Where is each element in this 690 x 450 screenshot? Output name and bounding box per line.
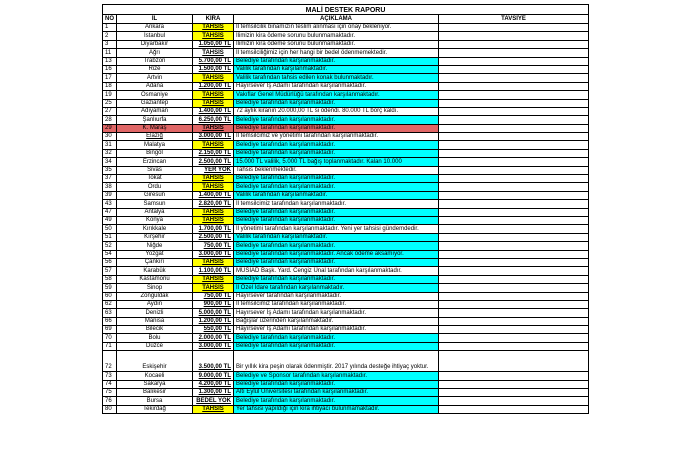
- row-no: 31: [103, 141, 117, 149]
- row-aciklama: Belediye tarafından karşılanmaktadır.: [234, 124, 439, 132]
- row-kira: TAHSİS: [193, 49, 234, 57]
- report-title: MALİ DESTEK RAPORU: [103, 5, 589, 15]
- row-il: Ağrı: [117, 49, 193, 57]
- row-aciklama: İl temsilcimiz tarafından karşılanmaktadır.: [234, 200, 439, 208]
- row-kira: TAHSİS: [193, 405, 234, 413]
- row-il: Sakarya: [117, 380, 193, 388]
- row-no: 39: [103, 191, 117, 199]
- row-aciklama: Belediye tarafından karşılanmaktadır.: [234, 99, 439, 107]
- row-no: 60: [103, 292, 117, 300]
- row-tavsiye: [439, 342, 589, 350]
- table-row: [103, 242, 589, 250]
- row-tavsiye: [439, 24, 589, 32]
- row-no: 71: [103, 342, 117, 350]
- title-row: [103, 5, 589, 15]
- row-il: Niğde: [117, 242, 193, 250]
- row-aciklama: Valilik tarafından karşılanmaktadır.: [234, 233, 439, 241]
- row-tavsiye: [439, 166, 589, 174]
- row-tavsiye: [439, 149, 589, 157]
- row-il: Tokat: [117, 175, 193, 183]
- table-row: [103, 74, 589, 82]
- row-kira: 900,00 TL: [193, 300, 234, 308]
- header-kira: KİRA: [193, 15, 234, 24]
- row-il: Bursa: [117, 397, 193, 405]
- row-kira: 2.820,00 TL: [193, 200, 234, 208]
- row-no: 59: [103, 284, 117, 292]
- row-il: Malatya: [117, 141, 193, 149]
- row-kira: 5.700,00 TL: [193, 57, 234, 65]
- row-tavsiye: [439, 250, 589, 258]
- row-no: 76: [103, 397, 117, 405]
- row-kira: 6.250,00 TL: [193, 116, 234, 124]
- row-tavsiye: [439, 208, 589, 216]
- row-tavsiye: [439, 372, 589, 380]
- row-no: 74: [103, 380, 117, 388]
- table-row: [103, 225, 589, 233]
- row-aciklama: Belediye tarafından karşılanmaktadır.: [234, 216, 439, 224]
- row-no: 54: [103, 250, 117, 258]
- row-aciklama: İl temsilciliğimiz için her hangi bir bedel ödenmemektedir.: [234, 49, 439, 57]
- row-no: 62: [103, 300, 117, 308]
- row-kira: BEDEL YOK: [193, 397, 234, 405]
- row-no: 69: [103, 326, 117, 334]
- row-tavsiye: [439, 65, 589, 73]
- row-tavsiye: [439, 49, 589, 57]
- row-kira: 3.000,00 TL: [193, 250, 234, 258]
- row-no: 35: [103, 166, 117, 174]
- row-il: Karabük: [117, 267, 193, 275]
- row-tavsiye: [439, 116, 589, 124]
- row-aciklama: İlimizin kira ödeme sorunu bulunmamaktadır.: [234, 32, 439, 40]
- row-aciklama: Belediye tarafından karşılanmaktadır.: [234, 116, 439, 124]
- row-tavsiye: [439, 57, 589, 65]
- row-no: 34: [103, 158, 117, 166]
- row-kira: TAHSİS: [193, 258, 234, 266]
- row-il: Osmaniye: [117, 91, 193, 99]
- row-aciklama: Belediye tarafından karşılanmaktadır.: [234, 380, 439, 388]
- row-kira: 4.200,00 TL: [193, 380, 234, 388]
- row-il: Aydın: [117, 300, 193, 308]
- header-aciklama: AÇIKLAMA: [234, 15, 439, 24]
- row-tavsiye: [439, 300, 589, 308]
- row-no: 13: [103, 57, 117, 65]
- row-no: 25: [103, 99, 117, 107]
- row-tavsiye: [439, 258, 589, 266]
- row-il: Şanlıurfa: [117, 116, 193, 124]
- row-aciklama: Belediye tarafından karşılanmaktadır.: [234, 141, 439, 149]
- row-aciklama: Belediye tarafından karşılanmaktadır.: [234, 149, 439, 157]
- row-aciklama: Hayırsever İş Adamı tarafından karşılanmaktadır.: [234, 326, 439, 334]
- row-kira: 550,00 TL: [193, 326, 234, 334]
- row-tavsiye: [439, 107, 589, 115]
- table-row: [103, 216, 589, 224]
- row-aciklama: İl temsilcimiz ve yönetimi tarafından karşılanmaktadır.: [234, 133, 439, 141]
- table-row: [103, 191, 589, 199]
- table-row: [103, 389, 589, 397]
- row-il: Tekirdağ: [117, 405, 193, 413]
- row-kira: 1.400,00 TL: [193, 107, 234, 115]
- row-tavsiye: [439, 284, 589, 292]
- row-il: Adıyaman: [117, 107, 193, 115]
- row-il: Bolu: [117, 334, 193, 342]
- header-no: NO: [103, 15, 117, 24]
- row-kira: 1.400,00 TL: [193, 191, 234, 199]
- table-row: [103, 275, 589, 283]
- row-no: 3: [103, 40, 117, 48]
- row-aciklama: Tahsis beklenmektedir.: [234, 166, 439, 174]
- row-il: Manisa: [117, 317, 193, 325]
- row-no: 50: [103, 225, 117, 233]
- row-aciklama: Belediye ve Sponsor tarafından karşılanmaktadır.: [234, 372, 439, 380]
- row-aciklama: Vakıflar Genel Müdürlüğü tarafından karşılanmaktadır.: [234, 91, 439, 99]
- row-kira: TAHSİS: [193, 275, 234, 283]
- row-il: Trabzon: [117, 57, 193, 65]
- row-kira: 1.300,00 TL: [193, 389, 234, 397]
- row-kira: TAHSİS: [193, 32, 234, 40]
- table-row: [103, 175, 589, 183]
- table-row: [103, 133, 589, 141]
- row-tavsiye: [439, 200, 589, 208]
- table-row: [103, 292, 589, 300]
- row-aciklama: İlimizin kira ödeme sorunu bulunmamaktadır.: [234, 40, 439, 48]
- row-no: 28: [103, 116, 117, 124]
- row-tavsiye: [439, 216, 589, 224]
- header-il: İL: [117, 15, 193, 24]
- row-kira: 2.500,00 TL: [193, 233, 234, 241]
- table-row: [103, 267, 589, 275]
- row-aciklama: MÜSİAD Başk. Yard. Cengiz Ünal tarafından karşılanmaktadır.: [234, 267, 439, 275]
- row-tavsiye: [439, 91, 589, 99]
- row-kira: 9.000,00 TL: [193, 372, 234, 380]
- row-kira: 1.200,00 TL: [193, 317, 234, 325]
- row-no: 52: [103, 242, 117, 250]
- row-aciklama: Belediye tarafından karşılanmaktadır.: [234, 242, 439, 250]
- row-aciklama: Hayırsever tarafından karşılanmaktadır.: [234, 292, 439, 300]
- row-kira: TAHSİS: [193, 124, 234, 132]
- row-kira: YER YOK: [193, 166, 234, 174]
- row-il: Eskişehir: [117, 351, 193, 372]
- row-kira: 1.500,00 TL: [193, 65, 234, 73]
- row-tavsiye: [439, 317, 589, 325]
- row-kira: 3.500,00 TL: [193, 351, 234, 372]
- row-il: Düzce: [117, 342, 193, 350]
- row-il: Erzincan: [117, 158, 193, 166]
- row-no: 11: [103, 49, 117, 57]
- row-kira: 3.000,00 TL: [193, 342, 234, 350]
- row-tavsiye: [439, 99, 589, 107]
- row-tavsiye: [439, 389, 589, 397]
- row-no: 51: [103, 233, 117, 241]
- row-tavsiye: [439, 397, 589, 405]
- row-no: 57: [103, 267, 117, 275]
- row-kira: 1.700,00 TL: [193, 225, 234, 233]
- row-aciklama: Valilik tarafından karşılanmaktadır.: [234, 65, 439, 73]
- table-row: [103, 91, 589, 99]
- row-aciklama: 15.000 TL valilik, 5.000 TL bağış toplanmaktadır. Kalan 10.000: [234, 158, 439, 166]
- table-row: [103, 372, 589, 380]
- row-aciklama: Altı Eylül Üniversitesi tarafından karşılanmaktadır.: [234, 389, 439, 397]
- row-no: 32: [103, 149, 117, 157]
- row-kira: TAHSİS: [193, 208, 234, 216]
- table-row: [103, 82, 589, 90]
- row-aciklama: Belediye tarafından karşılanmaktadır. Ancak ödeme aksamıyor.: [234, 250, 439, 258]
- row-kira: TAHSİS: [193, 216, 234, 224]
- row-tavsiye: [439, 380, 589, 388]
- row-il: Sivas: [117, 166, 193, 174]
- row-kira: TAHSİS: [193, 91, 234, 99]
- row-il: Yozgat: [117, 250, 193, 258]
- table-row: [103, 309, 589, 317]
- table-row: [103, 200, 589, 208]
- row-tavsiye: [439, 183, 589, 191]
- table-row: [103, 405, 589, 413]
- table-row: [103, 49, 589, 57]
- row-aciklama: Hayırsever İş Adamı tarafından karşılanmaktadır.: [234, 82, 439, 90]
- row-kira: TAHSİS: [193, 175, 234, 183]
- row-aciklama: Belediye tarafından karşılanmaktadır.: [234, 397, 439, 405]
- row-tavsiye: [439, 309, 589, 317]
- table-row: [103, 158, 589, 166]
- row-tavsiye: [439, 326, 589, 334]
- row-aciklama: İl Özel İdare tarafından karşılanmaktadır.: [234, 284, 439, 292]
- table-row: [103, 300, 589, 308]
- row-aciklama: Valilik tarafından tahsis edilen konak bulunmaktadır.: [234, 74, 439, 82]
- table-row: [103, 208, 589, 216]
- row-il: Artvin: [117, 74, 193, 82]
- table-row: [103, 250, 589, 258]
- row-no: 30: [103, 133, 117, 141]
- table-row: [103, 99, 589, 107]
- row-no: 80: [103, 405, 117, 413]
- row-no: 19: [103, 91, 117, 99]
- row-il: Rize: [117, 65, 193, 73]
- row-no: 66: [103, 317, 117, 325]
- table-row: [103, 40, 589, 48]
- table-row: [103, 65, 589, 73]
- row-aciklama: Yer tahsisi yapıldığı için kira ihtiyacı bulunmamaktadır.: [234, 405, 439, 413]
- row-il: Diyarbakır: [117, 40, 193, 48]
- row-aciklama: Belediye tarafından karşılanmaktadır.: [234, 175, 439, 183]
- row-il: Zonguldak: [117, 292, 193, 300]
- row-il: Balıkesir: [117, 389, 193, 397]
- row-no: 73: [103, 372, 117, 380]
- table-row: [103, 24, 589, 32]
- table-row: [103, 149, 589, 157]
- row-kira: 2.000,00 TL: [193, 334, 234, 342]
- row-aciklama: Bir yıllık kira peşin olarak ödenmiştir. 2017 yılında desteğe ihtiyaç yoktur.: [234, 351, 439, 372]
- row-tavsiye: [439, 334, 589, 342]
- row-no: 70: [103, 334, 117, 342]
- row-no: 37: [103, 175, 117, 183]
- row-kira: 750,00 TL: [193, 292, 234, 300]
- row-no: 72: [103, 351, 117, 372]
- row-il: Samsun: [117, 200, 193, 208]
- row-no: 18: [103, 82, 117, 90]
- table-row: [103, 342, 589, 350]
- row-tavsiye: [439, 225, 589, 233]
- row-aciklama: 72 aylık kiranın 20.000,00 TL si ödendi. 80.000 TL borç kaldı.: [234, 107, 439, 115]
- row-kira: TAHSİS: [193, 99, 234, 107]
- row-aciklama: İl temsilcimiz tarafından karşılanmaktadır.: [234, 300, 439, 308]
- row-il: Kırşehir: [117, 233, 193, 241]
- row-no: 75: [103, 389, 117, 397]
- row-no: 47: [103, 208, 117, 216]
- row-aciklama: Hayırsever İş Adamı tarafından karşılanmaktadır.: [234, 309, 439, 317]
- table-row: [103, 124, 589, 132]
- row-il: Denizli: [117, 309, 193, 317]
- row-il: Giresun: [117, 191, 193, 199]
- row-no: 17: [103, 74, 117, 82]
- row-il: Ankara: [117, 24, 193, 32]
- table-row: [103, 284, 589, 292]
- row-aciklama: Belediye tarafından karşılanmaktadır.: [234, 57, 439, 65]
- row-kira: 1.050,00 TL: [193, 40, 234, 48]
- row-no: 63: [103, 309, 117, 317]
- row-il: Kocaeli: [117, 372, 193, 380]
- row-il: Elazığ: [117, 133, 193, 141]
- row-kira: TAHSİS: [193, 141, 234, 149]
- row-kira: 750,00 TL: [193, 242, 234, 250]
- row-no: 27: [103, 107, 117, 115]
- row-kira: 2.500,00 TL: [193, 158, 234, 166]
- table-row: [103, 397, 589, 405]
- row-tavsiye: [439, 74, 589, 82]
- table-row: [103, 57, 589, 65]
- row-aciklama: Belediye tarafından karşılanmaktadır.: [234, 334, 439, 342]
- row-il: Kırıkkale: [117, 225, 193, 233]
- row-il: Çankırı: [117, 258, 193, 266]
- row-no: 16: [103, 65, 117, 73]
- table-row: [103, 351, 589, 372]
- row-no: 2: [103, 32, 117, 40]
- row-il: İstanbul: [117, 32, 193, 40]
- row-tavsiye: [439, 405, 589, 413]
- row-aciklama: İl temsilcilik binamızın teslim alınması için onay bekleniyor.: [234, 24, 439, 32]
- row-kira: 5.000,00 TL: [193, 309, 234, 317]
- row-tavsiye: [439, 191, 589, 199]
- row-tavsiye: [439, 40, 589, 48]
- row-il: Sinop: [117, 284, 193, 292]
- header-tavsiye: TAVSİYE: [439, 15, 589, 24]
- row-aciklama: Bağışlar üzerinden karşılanmaktadır.: [234, 317, 439, 325]
- row-no: 29: [103, 124, 117, 132]
- row-kira: 1.100,00 TL: [193, 267, 234, 275]
- mali-destek-table: [102, 4, 589, 414]
- table-row: [103, 233, 589, 241]
- row-il: Bilecik: [117, 326, 193, 334]
- row-aciklama: Belediye tarafından karşılanmaktadır.: [234, 275, 439, 283]
- row-il: Bingöl: [117, 149, 193, 157]
- table-row: [103, 380, 589, 388]
- row-tavsiye: [439, 158, 589, 166]
- row-tavsiye: [439, 275, 589, 283]
- table-row: [103, 116, 589, 124]
- row-aciklama: Belediye tarafından karşılanmaktadır.: [234, 258, 439, 266]
- row-no: 1: [103, 24, 117, 32]
- row-tavsiye: [439, 82, 589, 90]
- row-tavsiye: [439, 292, 589, 300]
- row-tavsiye: [439, 267, 589, 275]
- table-row: [103, 107, 589, 115]
- row-kira: 1.200,00 TL: [193, 82, 234, 90]
- row-il: Gaziantep: [117, 99, 193, 107]
- row-tavsiye: [439, 233, 589, 241]
- header-row: [103, 15, 589, 24]
- table-row: [103, 326, 589, 334]
- row-kira: TAHSİS: [193, 74, 234, 82]
- row-no: 49: [103, 216, 117, 224]
- row-tavsiye: [439, 175, 589, 183]
- row-kira: TAHSİS: [193, 284, 234, 292]
- row-aciklama: Belediye tarafından karşılanmaktadır.: [234, 183, 439, 191]
- row-il: Adana: [117, 82, 193, 90]
- row-kira: TAHSİS: [193, 183, 234, 191]
- table-row: [103, 258, 589, 266]
- table-row: [103, 141, 589, 149]
- table-row: [103, 183, 589, 191]
- row-aciklama: Belediye tarafından karşılanmaktadır.: [234, 342, 439, 350]
- row-il: Ordu: [117, 183, 193, 191]
- table-row: [103, 317, 589, 325]
- row-il: Konya: [117, 216, 193, 224]
- row-no: 43: [103, 200, 117, 208]
- row-tavsiye: [439, 32, 589, 40]
- row-tavsiye: [439, 133, 589, 141]
- row-no: 56: [103, 258, 117, 266]
- row-kira: TAHSİS: [193, 24, 234, 32]
- row-aciklama: Belediye tarafından karşılanmaktadır.: [234, 208, 439, 216]
- table-row: [103, 32, 589, 40]
- row-tavsiye: [439, 124, 589, 132]
- row-kira: 2.150,00 TL: [193, 149, 234, 157]
- row-tavsiye: [439, 141, 589, 149]
- row-il: Antalya: [117, 208, 193, 216]
- row-aciklama: İl yönetimi tarafından karşılanmaktadır. Yeni yer tahsisi gündemdedir.: [234, 225, 439, 233]
- row-kira: 3.000,00 TL: [193, 133, 234, 141]
- table-row: [103, 334, 589, 342]
- row-tavsiye: [439, 351, 589, 372]
- row-tavsiye: [439, 242, 589, 250]
- row-no: 38: [103, 183, 117, 191]
- row-il: Kastamonu: [117, 275, 193, 283]
- table-row: [103, 166, 589, 174]
- row-aciklama: Valilik tarafından karşılanmaktadır.: [234, 191, 439, 199]
- row-il: K. Maraş: [117, 124, 193, 132]
- row-no: 58: [103, 275, 117, 283]
